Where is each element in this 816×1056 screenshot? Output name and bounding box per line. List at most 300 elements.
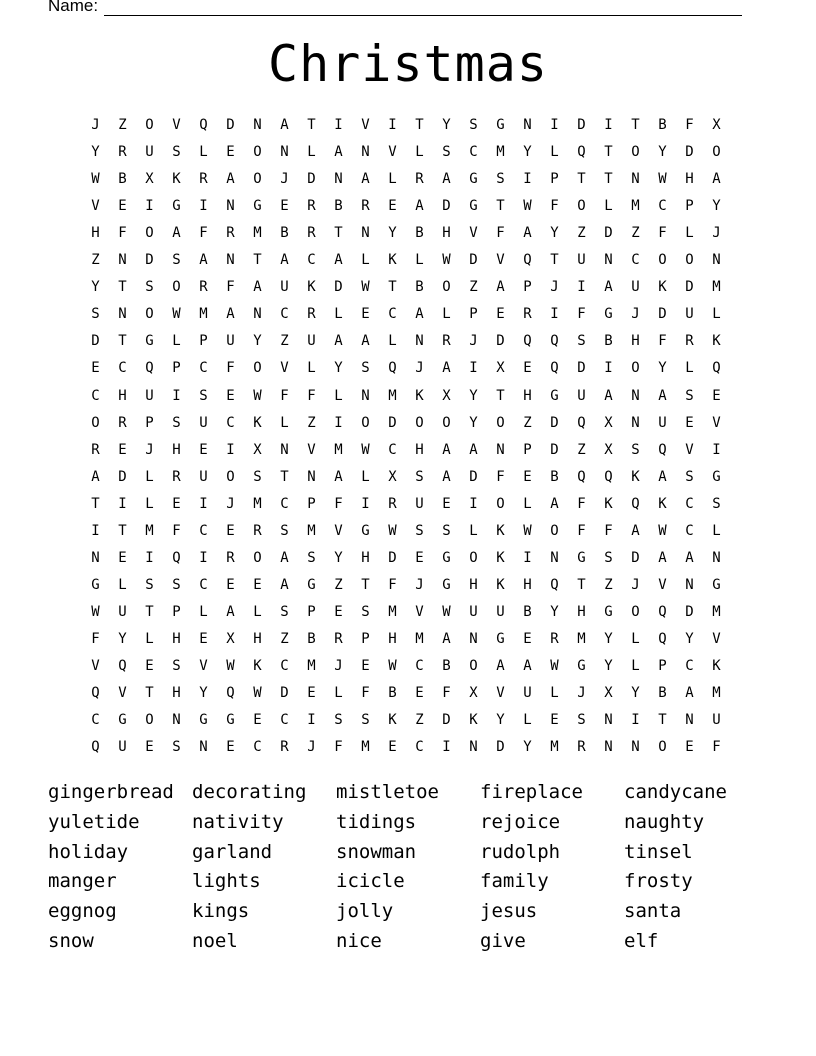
grid-letter[interactable]: I [442, 739, 451, 756]
grid-letter[interactable]: C [280, 306, 289, 323]
grid-letter[interactable]: Z [631, 225, 640, 242]
grid-letter[interactable]: F [712, 739, 721, 756]
grid-letter[interactable]: W [658, 171, 667, 188]
grid-letter[interactable]: N [226, 252, 235, 269]
grid-letter[interactable]: G [253, 198, 262, 215]
grid-letter[interactable]: L [199, 144, 208, 161]
grid-letter[interactable]: I [199, 549, 208, 566]
grid-letter[interactable]: S [442, 522, 451, 539]
grid-letter[interactable]: R [415, 171, 424, 188]
grid-letter[interactable]: F [496, 468, 505, 485]
grid-letter[interactable]: T [253, 252, 262, 269]
grid-letter[interactable]: P [550, 171, 559, 188]
grid-letter[interactable]: F [577, 495, 586, 512]
grid-letter[interactable]: C [388, 306, 397, 323]
grid-letter[interactable]: K [253, 414, 262, 431]
grid-letter[interactable]: A [658, 387, 667, 404]
grid-letter[interactable]: J [550, 279, 559, 296]
grid-letter[interactable]: X [388, 468, 397, 485]
grid-letter[interactable]: Z [469, 279, 478, 296]
grid-letter[interactable]: X [604, 685, 613, 702]
grid-letter[interactable]: E [523, 630, 532, 647]
grid-letter[interactable]: D [442, 712, 451, 729]
grid-letter[interactable]: D [550, 414, 559, 431]
grid-letter[interactable]: L [307, 144, 316, 161]
grid-letter[interactable]: O [172, 279, 181, 296]
grid-letter[interactable]: G [145, 333, 154, 350]
grid-letter[interactable]: O [253, 171, 262, 188]
grid-letter[interactable]: P [685, 198, 694, 215]
grid-letter[interactable]: X [145, 171, 154, 188]
grid-letter[interactable]: H [415, 441, 424, 458]
grid-letter[interactable]: E [712, 387, 721, 404]
grid-letter[interactable]: N [712, 549, 721, 566]
grid-letter[interactable]: H [469, 576, 478, 593]
grid-letter[interactable]: M [631, 198, 640, 215]
grid-letter[interactable]: H [172, 630, 181, 647]
grid-letter[interactable]: B [523, 603, 532, 620]
grid-letter[interactable]: A [226, 171, 235, 188]
grid-letter[interactable]: C [388, 441, 397, 458]
grid-letter[interactable]: E [442, 495, 451, 512]
grid-letter[interactable]: L [523, 495, 532, 512]
grid-letter[interactable]: M [577, 630, 586, 647]
grid-letter[interactable]: B [658, 685, 667, 702]
grid-letter[interactable]: A [496, 279, 505, 296]
grid-letter[interactable]: U [712, 712, 721, 729]
grid-letter[interactable]: Q [658, 630, 667, 647]
grid-letter[interactable]: V [712, 630, 721, 647]
grid-letter[interactable]: S [91, 306, 100, 323]
grid-letter[interactable]: F [685, 117, 694, 133]
grid-letter[interactable]: Q [388, 360, 397, 377]
grid-letter[interactable]: S [469, 117, 478, 133]
grid-letter[interactable]: J [631, 576, 640, 593]
grid-letter[interactable]: W [442, 252, 451, 269]
grid-letter[interactable]: G [442, 549, 451, 566]
grid-letter[interactable]: A [604, 279, 613, 296]
grid-letter[interactable]: X [604, 414, 613, 431]
grid-letter[interactable]: L [631, 630, 640, 647]
grid-letter[interactable]: S [145, 576, 154, 593]
grid-letter[interactable]: Y [334, 360, 343, 377]
grid-letter[interactable]: R [307, 198, 316, 215]
grid-letter[interactable]: V [307, 441, 316, 458]
grid-letter[interactable]: U [118, 739, 127, 756]
grid-letter[interactable]: K [253, 658, 262, 674]
grid-letter[interactable]: N [361, 225, 370, 242]
grid-letter[interactable]: N [253, 306, 262, 323]
grid-letter[interactable]: K [631, 468, 640, 485]
grid-letter[interactable]: E [226, 522, 235, 539]
grid-letter[interactable]: J [415, 576, 424, 593]
grid-letter[interactable]: V [496, 685, 505, 702]
grid-letter[interactable]: Q [658, 603, 667, 620]
grid-letter[interactable]: S [496, 171, 505, 188]
grid-letter[interactable]: Y [631, 685, 640, 702]
grid-letter[interactable]: L [280, 414, 289, 431]
grid-letter[interactable]: S [685, 387, 694, 404]
grid-letter[interactable]: O [658, 739, 667, 756]
grid-letter[interactable]: C [631, 252, 640, 269]
grid-letter[interactable]: P [307, 495, 316, 512]
grid-letter[interactable]: E [145, 739, 154, 756]
grid-letter[interactable]: L [172, 333, 181, 350]
grid-letter[interactable]: S [361, 712, 370, 729]
grid-letter[interactable]: J [91, 117, 100, 133]
grid-letter[interactable]: D [469, 252, 478, 269]
grid-letter[interactable]: L [199, 603, 208, 620]
grid-letter[interactable]: Q [172, 549, 181, 566]
grid-letter[interactable]: W [442, 603, 451, 620]
grid-letter[interactable]: R [523, 306, 532, 323]
grid-letter[interactable]: Y [685, 630, 694, 647]
grid-letter[interactable]: A [334, 468, 343, 485]
grid-letter[interactable]: O [469, 549, 478, 566]
grid-letter[interactable]: O [145, 117, 154, 133]
grid-letter[interactable]: R [307, 306, 316, 323]
grid-letter[interactable]: O [712, 144, 721, 161]
grid-letter[interactable]: A [280, 252, 289, 269]
grid-letter[interactable]: S [577, 333, 586, 350]
grid-letter[interactable]: A [712, 171, 721, 188]
grid-letter[interactable]: P [172, 603, 181, 620]
grid-letter[interactable]: Q [523, 252, 532, 269]
grid-letter[interactable]: S [415, 468, 424, 485]
grid-letter[interactable]: I [334, 414, 343, 431]
grid-letter[interactable]: H [361, 549, 370, 566]
grid-letter[interactable]: O [631, 144, 640, 161]
grid-letter[interactable]: N [631, 414, 640, 431]
grid-letter[interactable]: N [631, 739, 640, 756]
grid-letter[interactable]: R [226, 549, 235, 566]
grid-letter[interactable]: G [712, 468, 721, 485]
grid-letter[interactable]: D [685, 603, 694, 620]
grid-letter[interactable]: L [145, 495, 154, 512]
grid-letter[interactable]: Y [388, 225, 397, 242]
grid-letter[interactable]: I [388, 117, 397, 133]
grid-letter[interactable]: F [577, 522, 586, 539]
grid-letter[interactable]: N [604, 252, 613, 269]
grid-letter[interactable]: M [712, 279, 721, 296]
grid-letter[interactable]: W [253, 685, 262, 702]
grid-letter[interactable]: G [712, 576, 721, 593]
grid-letter[interactable]: Y [334, 549, 343, 566]
grid-letter[interactable]: V [118, 685, 127, 702]
grid-letter[interactable]: G [469, 198, 478, 215]
grid-letter[interactable]: P [307, 603, 316, 620]
grid-letter[interactable]: B [550, 468, 559, 485]
grid-letter[interactable]: H [577, 603, 586, 620]
grid-letter[interactable]: V [199, 658, 208, 674]
grid-letter[interactable]: W [550, 658, 559, 674]
grid-letter[interactable]: G [307, 576, 316, 593]
grid-letter[interactable]: P [523, 279, 532, 296]
grid-letter[interactable]: I [226, 441, 235, 458]
grid-letter[interactable]: A [334, 333, 343, 350]
grid-letter[interactable]: I [145, 198, 154, 215]
grid-letter[interactable]: Y [91, 279, 100, 296]
grid-letter[interactable]: I [523, 549, 532, 566]
grid-letter[interactable]: V [172, 117, 181, 133]
grid-letter[interactable]: L [685, 360, 694, 377]
grid-letter[interactable]: I [334, 117, 343, 133]
grid-letter[interactable]: U [658, 414, 667, 431]
grid-letter[interactable]: T [550, 252, 559, 269]
grid-letter[interactable]: C [199, 576, 208, 593]
grid-letter[interactable]: E [253, 576, 262, 593]
grid-letter[interactable]: A [550, 495, 559, 512]
grid-letter[interactable]: H [118, 387, 127, 404]
grid-letter[interactable]: L [631, 658, 640, 674]
grid-letter[interactable]: O [442, 414, 451, 431]
grid-letter[interactable]: Z [415, 712, 424, 729]
grid-letter[interactable]: D [658, 306, 667, 323]
grid-letter[interactable]: L [469, 522, 478, 539]
grid-letter[interactable]: N [712, 252, 721, 269]
grid-letter[interactable]: L [415, 144, 424, 161]
grid-letter[interactable]: W [91, 171, 100, 188]
grid-letter[interactable]: K [415, 387, 424, 404]
grid-letter[interactable]: N [118, 306, 127, 323]
grid-letter[interactable]: G [118, 712, 127, 729]
grid-letter[interactable]: T [145, 603, 154, 620]
grid-letter[interactable]: U [199, 414, 208, 431]
grid-letter[interactable]: L [361, 252, 370, 269]
grid-letter[interactable]: L [145, 468, 154, 485]
grid-letter[interactable]: R [334, 630, 343, 647]
grid-letter[interactable]: J [712, 225, 721, 242]
grid-letter[interactable]: U [415, 495, 424, 512]
grid-letter[interactable]: M [253, 225, 262, 242]
grid-letter[interactable]: A [496, 658, 505, 674]
grid-letter[interactable]: W [388, 658, 397, 674]
grid-letter[interactable]: X [253, 441, 262, 458]
grid-letter[interactable]: U [280, 279, 289, 296]
grid-letter[interactable]: L [253, 603, 262, 620]
grid-letter[interactable]: F [226, 279, 235, 296]
grid-letter[interactable]: R [550, 630, 559, 647]
grid-letter[interactable]: T [631, 117, 640, 133]
grid-letter[interactable]: U [631, 279, 640, 296]
grid-letter[interactable]: Z [118, 117, 127, 133]
grid-letter[interactable]: F [172, 522, 181, 539]
grid-letter[interactable]: F [199, 225, 208, 242]
grid-letter[interactable]: A [280, 576, 289, 593]
grid-letter[interactable]: J [469, 333, 478, 350]
grid-letter[interactable]: V [361, 117, 370, 133]
grid-letter[interactable]: E [118, 441, 127, 458]
grid-letter[interactable]: H [91, 225, 100, 242]
grid-letter[interactable]: R [280, 739, 289, 756]
grid-letter[interactable]: J [631, 306, 640, 323]
grid-letter[interactable]: S [307, 549, 316, 566]
grid-letter[interactable]: N [253, 117, 262, 133]
grid-letter[interactable]: F [658, 333, 667, 350]
grid-letter[interactable]: A [226, 306, 235, 323]
grid-letter[interactable]: L [334, 685, 343, 702]
grid-letter[interactable]: Y [442, 117, 451, 133]
grid-letter[interactable]: A [415, 198, 424, 215]
grid-letter[interactable]: N [496, 441, 505, 458]
grid-letter[interactable]: P [199, 333, 208, 350]
grid-letter[interactable]: Z [604, 576, 613, 593]
grid-letter[interactable]: P [658, 658, 667, 674]
grid-letter[interactable]: H [172, 685, 181, 702]
grid-letter[interactable]: J [307, 739, 316, 756]
grid-letter[interactable]: K [307, 279, 316, 296]
grid-letter[interactable]: N [334, 171, 343, 188]
grid-letter[interactable]: C [415, 658, 424, 674]
grid-letter[interactable]: G [496, 117, 505, 133]
grid-letter[interactable]: T [118, 279, 127, 296]
grid-letter[interactable]: U [199, 468, 208, 485]
grid-letter[interactable]: T [307, 117, 316, 133]
grid-letter[interactable]: Z [577, 441, 586, 458]
grid-letter[interactable]: H [388, 630, 397, 647]
grid-letter[interactable]: T [577, 171, 586, 188]
grid-letter[interactable]: E [199, 441, 208, 458]
grid-letter[interactable]: Q [577, 414, 586, 431]
grid-letter[interactable]: V [334, 522, 343, 539]
grid-letter[interactable]: N [631, 171, 640, 188]
grid-letter[interactable]: Q [550, 333, 559, 350]
grid-letter[interactable]: B [415, 279, 424, 296]
grid-letter[interactable]: C [280, 495, 289, 512]
grid-letter[interactable]: N [199, 739, 208, 756]
grid-letter[interactable]: V [685, 441, 694, 458]
grid-letter[interactable]: W [172, 306, 181, 323]
grid-letter[interactable]: C [685, 495, 694, 512]
grid-letter[interactable]: S [172, 658, 181, 674]
grid-letter[interactable]: Y [523, 739, 532, 756]
grid-letter[interactable]: R [199, 279, 208, 296]
grid-letter[interactable]: B [280, 225, 289, 242]
grid-letter[interactable]: I [712, 441, 721, 458]
grid-letter[interactable]: A [334, 144, 343, 161]
grid-letter[interactable]: O [496, 414, 505, 431]
grid-letter[interactable]: A [442, 630, 451, 647]
grid-letter[interactable]: I [307, 712, 316, 729]
grid-letter[interactable]: R [685, 333, 694, 350]
grid-letter[interactable]: T [496, 387, 505, 404]
grid-letter[interactable]: U [577, 252, 586, 269]
grid-letter[interactable]: L [145, 630, 154, 647]
grid-letter[interactable]: U [685, 306, 694, 323]
grid-letter[interactable]: F [496, 225, 505, 242]
grid-letter[interactable]: T [334, 225, 343, 242]
grid-letter[interactable]: E [388, 198, 397, 215]
grid-letter[interactable]: W [226, 658, 235, 674]
grid-letter[interactable]: V [415, 603, 424, 620]
grid-letter[interactable]: S [199, 387, 208, 404]
grid-letter[interactable]: J [226, 495, 235, 512]
grid-letter[interactable]: J [415, 360, 424, 377]
grid-letter[interactable]: M [307, 522, 316, 539]
grid-letter[interactable]: G [442, 576, 451, 593]
grid-letter[interactable]: Y [523, 144, 532, 161]
grid-letter[interactable]: F [442, 685, 451, 702]
grid-letter[interactable]: Q [523, 333, 532, 350]
grid-letter[interactable]: L [550, 685, 559, 702]
grid-letter[interactable]: O [658, 252, 667, 269]
grid-letter[interactable]: Y [658, 360, 667, 377]
grid-letter[interactable]: O [361, 414, 370, 431]
grid-letter[interactable]: I [199, 495, 208, 512]
grid-letter[interactable]: J [145, 441, 154, 458]
grid-letter[interactable]: R [361, 198, 370, 215]
grid-letter[interactable]: F [334, 739, 343, 756]
grid-letter[interactable]: L [685, 225, 694, 242]
grid-letter[interactable]: A [658, 468, 667, 485]
grid-letter[interactable]: R [172, 468, 181, 485]
grid-letter[interactable]: E [550, 712, 559, 729]
grid-letter[interactable]: T [496, 198, 505, 215]
grid-letter[interactable]: I [631, 712, 640, 729]
grid-letter[interactable]: W [523, 522, 532, 539]
grid-letter[interactable]: M [253, 495, 262, 512]
grid-letter[interactable]: G [496, 630, 505, 647]
grid-letter[interactable]: M [388, 603, 397, 620]
grid-letter[interactable]: D [118, 468, 127, 485]
grid-letter[interactable]: K [604, 495, 613, 512]
grid-letter[interactable]: U [307, 333, 316, 350]
grid-letter[interactable]: R [253, 522, 262, 539]
grid-letter[interactable]: A [361, 171, 370, 188]
grid-letter[interactable]: R [199, 171, 208, 188]
grid-letter[interactable]: L [334, 387, 343, 404]
grid-letter[interactable]: W [91, 603, 100, 620]
grid-letter[interactable]: T [280, 468, 289, 485]
grid-letter[interactable]: U [496, 603, 505, 620]
grid-letter[interactable]: G [226, 712, 235, 729]
grid-letter[interactable]: I [604, 360, 613, 377]
grid-letter[interactable]: H [253, 630, 262, 647]
grid-letter[interactable]: O [577, 198, 586, 215]
grid-letter[interactable]: X [226, 630, 235, 647]
grid-letter[interactable]: R [118, 414, 127, 431]
grid-letter[interactable]: C [307, 252, 316, 269]
grid-letter[interactable]: A [469, 441, 478, 458]
grid-letter[interactable]: E [280, 198, 289, 215]
grid-letter[interactable]: F [361, 685, 370, 702]
grid-letter[interactable]: Y [496, 712, 505, 729]
grid-letter[interactable]: V [496, 252, 505, 269]
grid-letter[interactable]: I [577, 279, 586, 296]
grid-letter[interactable]: I [550, 306, 559, 323]
grid-letter[interactable]: T [91, 495, 100, 512]
grid-letter[interactable]: Y [469, 387, 478, 404]
grid-letter[interactable]: N [91, 549, 100, 566]
grid-letter[interactable]: W [388, 522, 397, 539]
grid-letter[interactable]: Y [91, 144, 100, 161]
grid-letter[interactable]: A [361, 333, 370, 350]
grid-letter[interactable]: Q [658, 441, 667, 458]
grid-letter[interactable]: N [280, 441, 289, 458]
grid-letter[interactable]: E [523, 468, 532, 485]
grid-letter[interactable]: N [361, 387, 370, 404]
grid-letter[interactable]: E [226, 576, 235, 593]
grid-letter[interactable]: B [388, 685, 397, 702]
grid-letter[interactable]: X [442, 387, 451, 404]
grid-letter[interactable]: A [199, 252, 208, 269]
grid-letter[interactable]: S [361, 360, 370, 377]
grid-letter[interactable]: A [523, 225, 532, 242]
grid-letter[interactable]: K [658, 495, 667, 512]
grid-letter[interactable]: X [469, 685, 478, 702]
grid-letter[interactable]: I [145, 549, 154, 566]
grid-letter[interactable]: D [226, 117, 235, 133]
